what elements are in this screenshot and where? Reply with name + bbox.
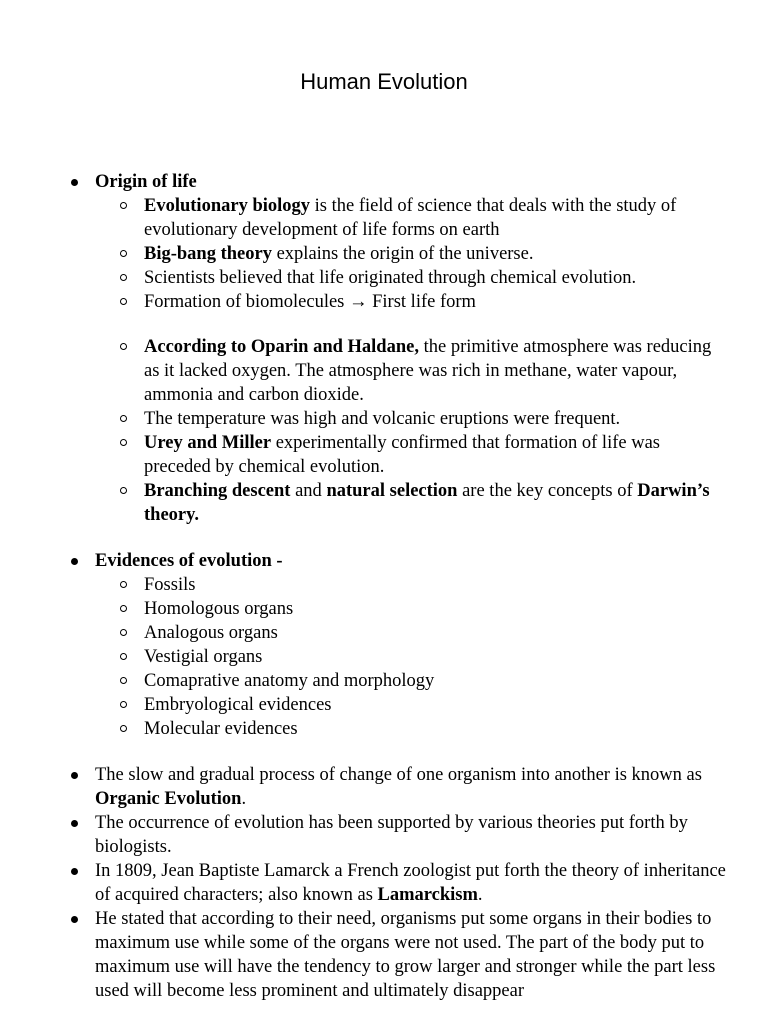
bullet-icon [71, 772, 78, 779]
list-item: In 1809, Jean Baptiste Lamarck a French zoologist put forth the theory of inheritance of acquired characters; also known as Lamarckism. [0, 859, 768, 907]
bullet-icon [71, 820, 78, 827]
list-item: Scientists believed that life originated through chemical evolution. [0, 266, 768, 290]
bullet-icon [71, 916, 78, 923]
list-item: Fossils [0, 573, 768, 597]
list-item: The slow and gradual process of change of one organism into another is known as Organic Evolution. [0, 763, 768, 811]
circle-bullet-icon [120, 605, 127, 612]
bullet-icon [71, 868, 78, 875]
section-evidences-of-evolution [0, 549, 768, 573]
list-item: Comaprative anatomy and morphology [0, 669, 768, 693]
circle-bullet-icon [120, 725, 127, 732]
circle-bullet-icon [120, 653, 127, 660]
list-item: Urey and Miller experimentally confirmed that formation of life was preceded by chemical evolution. [0, 431, 768, 479]
list-item: According to Oparin and Haldane, the primitive atmosphere was reducing as it lacked oxygen. The atmosphere was rich in methane, water vapour, ammonia and carbon dioxide. [0, 335, 768, 407]
list-item: Branching descent and natural selection are the key concepts of Darwin’s theory. [0, 479, 768, 527]
list-item: Homologous organs [0, 597, 768, 621]
list-item: The occurrence of evolution has been supported by various theories put forth by biologists. [0, 811, 768, 859]
circle-bullet-icon [120, 439, 127, 446]
list-item: Vestigial organs [0, 645, 768, 669]
circle-bullet-icon [120, 250, 127, 257]
circle-bullet-icon [120, 677, 127, 684]
circle-bullet-icon [120, 298, 127, 305]
list-item: Evolutionary biology is the field of science that deals with the study of evolutionary development of life forms on earth [0, 194, 768, 242]
bullet-icon [71, 179, 78, 186]
page-title: Human Evolution [300, 69, 468, 94]
circle-bullet-icon [120, 487, 127, 494]
document-body [0, 170, 768, 1003]
bullet-icon [71, 558, 78, 565]
circle-bullet-icon [120, 581, 127, 588]
circle-bullet-icon [120, 415, 127, 422]
circle-bullet-icon [120, 202, 127, 209]
section-heading: Origin of life [95, 172, 197, 192]
circle-bullet-icon [120, 701, 127, 708]
list-item: He stated that according to their need, organisms put some organs in their bodies to maximum use while some of the organs were not used. The part of the body put to maximum use will have the tendency to grow larger and stronger while the part less used will become less prominent and ultimately disappear [0, 907, 768, 1003]
list-item: Embryological evidences [0, 693, 768, 717]
list-item: The temperature was high and volcanic eruptions were frequent. [0, 407, 768, 431]
list-item: Big-bang theory explains the origin of the universe. [0, 242, 768, 266]
section-origin-of-life [0, 170, 768, 194]
section-heading: Evidences of evolution - [95, 551, 283, 571]
circle-bullet-icon [120, 343, 127, 350]
list-item: Analogous organs [0, 621, 768, 645]
list-item: Formation of biomolecules → First life form [0, 290, 768, 314]
list-item: Molecular evidences [0, 717, 768, 741]
circle-bullet-icon [120, 629, 127, 636]
circle-bullet-icon [120, 274, 127, 281]
